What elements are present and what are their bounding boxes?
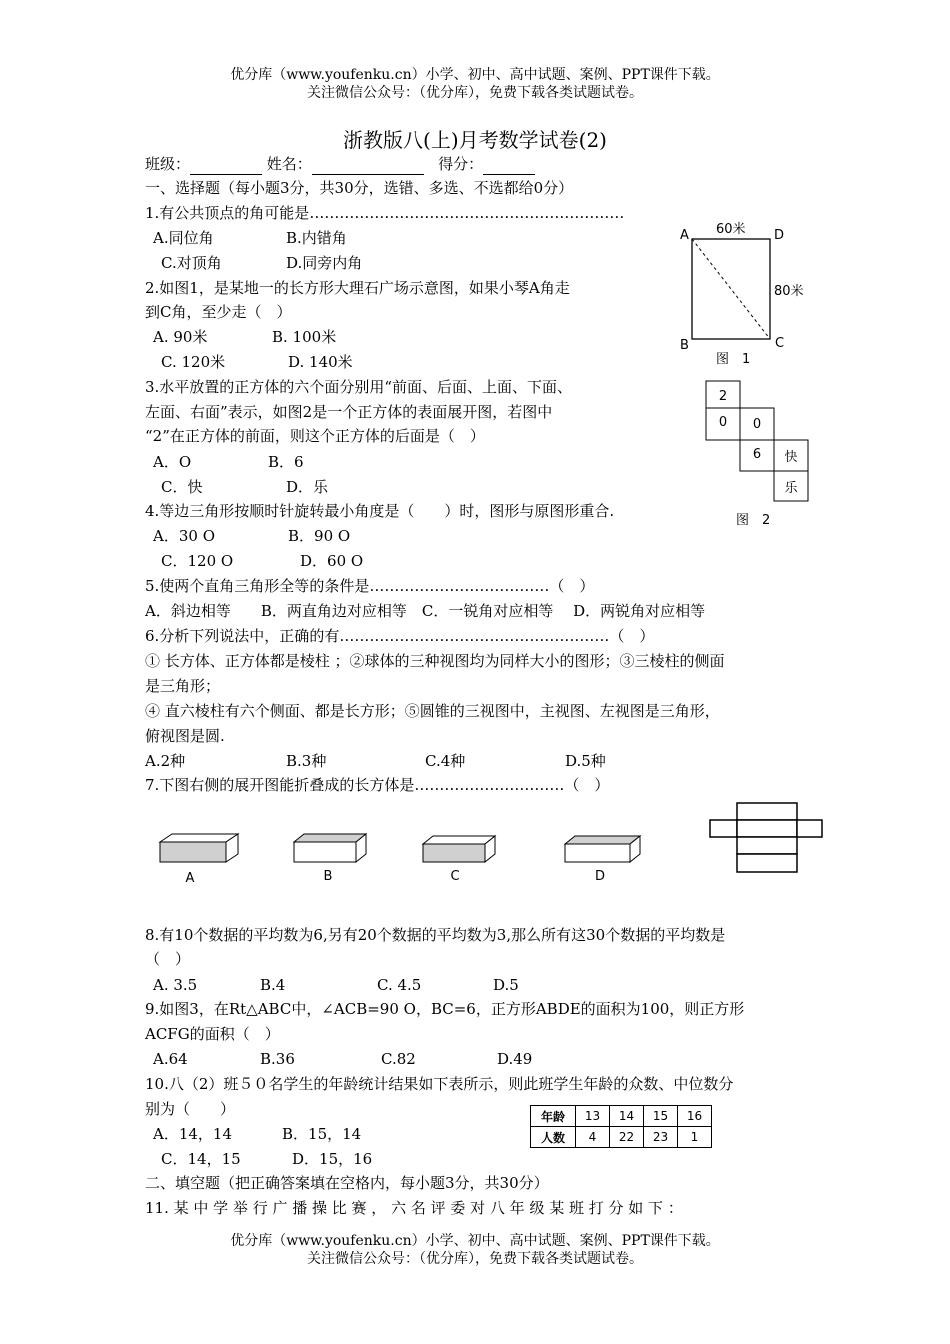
count-header: 人数 (531, 1127, 576, 1148)
box-label-c: C (450, 869, 460, 884)
vertex-b-label: B (680, 338, 689, 353)
net-cell-0b: 0 (752, 417, 762, 432)
q9-option-d: D.49 (497, 1050, 533, 1068)
q1-option-a: A.同位角 (153, 229, 214, 247)
side-right-label: 80米 (774, 284, 804, 299)
section-2-heading: 二、填空题（把正确答案填在空格内，每小题3分，共30分） (145, 1174, 549, 1192)
q1-option-c: C.对顶角 (161, 254, 222, 272)
q10-option-d: D．15，16 (292, 1150, 373, 1168)
q2-text-2: 到C角，至少走（ ） (145, 303, 292, 321)
q6-statement-1: ① 长方体、正方体都是棱柱 ；②球体的三种视图均为同样大小的图形；③三棱柱的侧面 (145, 652, 725, 670)
header-line-1: 优分库（www.youfenku.cn）小学、初中、高中试题、案例、PPT课件下载。 (230, 67, 720, 83)
q3-text-1: 3.水平放置的正方体的六个面分别用“前面、后面、上面、下面、 (145, 378, 572, 396)
q4-option-a: A．30 O (153, 527, 215, 545)
box-label-b: B (323, 869, 333, 884)
vertex-a-label: A (680, 228, 689, 243)
q6-statement-2-cont: 俯视图是圆. (145, 727, 225, 745)
vertex-d-label: D (774, 228, 785, 243)
q2-option-b: B. 100米 (272, 328, 337, 346)
q8-option-a: A. 3.5 (153, 976, 198, 994)
student-info (145, 154, 535, 175)
age-cell: 13 (576, 1106, 610, 1127)
net-cell-0a: 0 (718, 415, 728, 430)
q11-text: 11. 某 中 学 举 行 广 播 操 比 赛 ， 六 名 评 委 对 八 年 级 某 班 打 分 如 下 ： (145, 1199, 683, 1217)
figure-2-cube-net (700, 378, 820, 532)
q8-option-d: D.5 (493, 976, 519, 994)
header-line-2: 关注微信公众号：（优分库），免费下载各类试题试卷。 (307, 85, 643, 101)
q1-text: 1.有公共顶点的角可能是……………………………………………………… (145, 204, 625, 222)
age-cell: 14 (610, 1106, 644, 1127)
q2-option-c: C. 120米 (161, 353, 226, 371)
q10-option-c: C．14，15 (161, 1150, 241, 1168)
q3-option-d: D．乐 (286, 478, 329, 496)
vertex-c-label: C (775, 336, 785, 351)
q4-option-b: B．90 O (288, 527, 351, 545)
side-top-label: 60米 (716, 222, 746, 237)
q4-text: 4.等边三角形按顺时针旋转最小角度是（ ）时，图形与原图形重合. (145, 502, 615, 520)
q6-text: 6.分析下列说法中，正确的有………………………………………………（ ） (145, 627, 655, 645)
q6-option-c: C.4种 (425, 752, 466, 770)
q3-option-b: B．6 (268, 453, 304, 471)
box-option-d (565, 836, 640, 862)
q6-statement-2: ④ 直六棱柱有六个侧面、都是长方形；⑤圆锥的三视图中，主视图、左视图是三角形， (145, 702, 720, 720)
q6-statement-1-cont: 是三角形； (145, 677, 221, 695)
age-header: 年龄 (531, 1106, 576, 1127)
net-cell-2: 2 (718, 389, 728, 404)
q2-option-a: A. 90米 (153, 328, 208, 346)
net-cell-kuai: 快 (784, 450, 798, 465)
q4-option-c: C．120 O (161, 552, 234, 570)
q3-option-c: C．快 (161, 478, 203, 496)
age-cell: 15 (644, 1106, 678, 1127)
q6-option-a: A.2种 (145, 752, 186, 770)
figure-1-caption: 图 1 (716, 352, 751, 367)
count-cell: 1 (678, 1127, 712, 1148)
q6-option-b: B.3种 (286, 752, 327, 770)
q9-text-1: 9.如图3，在Rt△ABC中，∠ACB=90 O，BC=6，正方形ABDE的面积为100，则正方形 (145, 1000, 745, 1018)
name-label: 姓名： (266, 155, 312, 173)
q1-option-d: D.同旁内角 (286, 254, 363, 272)
box-option-c (423, 836, 495, 862)
box-option-b (294, 834, 366, 862)
q2-text-1: 2.如图1，是某地一的长方形大理石广场示意图，如果小琴A角走 (145, 279, 570, 297)
box-option-a (160, 834, 238, 862)
count-cell: 22 (610, 1127, 644, 1148)
q5-options: A．斜边相等 B．两直角边对应相等 C．一锐角对应相等 D．两锐角对应相等 (145, 602, 706, 620)
footer-line-1: 优分库（www.youfenku.cn）小学、初中、高中试题、案例、PPT课件下载。 (230, 1233, 720, 1249)
q7-text: 7.下图右侧的展开图能折叠成的长方体是…………………………（ ） (145, 776, 610, 794)
table-row (531, 1106, 712, 1127)
footer-line-2: 关注微信公众号：（优分库），免费下载各类试题试卷。 (307, 1251, 643, 1267)
box-label-a: A (185, 871, 195, 886)
q3-text-2: 左面、右面”表示，如图2是一个正方体的表面展开图，若图中 (145, 403, 553, 421)
count-cell: 23 (644, 1127, 678, 1148)
q9-option-c: C.82 (381, 1050, 416, 1068)
q8-text-1: 8.有10个数据的平均数为6,另有20个数据的平均数为3,那么所有这30个数据的平均数是 (145, 926, 726, 944)
age-table (530, 1105, 712, 1148)
q7-net-figure (705, 800, 827, 878)
page-title: 浙教版八(上)月考数学试卷(2) (343, 128, 607, 152)
net-cell-le: 乐 (784, 481, 798, 496)
q10-text-1: 10.八（2）班５０名学生的年龄统计结果如下表所示，则此班学生年龄的众数、中位数分 (145, 1075, 734, 1093)
box-label-d: D (594, 869, 606, 884)
q10-text-2: 别为（ ） (145, 1100, 236, 1118)
class-label: 班级： (145, 155, 191, 173)
q1-option-b: B.内错角 (286, 229, 347, 247)
count-cell: 4 (576, 1127, 610, 1148)
q3-text-3: “2”在正方体的前面，则这个正方体的后面是（ ） (145, 427, 485, 445)
q9-option-b: B.36 (260, 1050, 295, 1068)
q10-option-a: A．14，14 (153, 1125, 233, 1143)
score-label: 得分： (438, 155, 484, 173)
q8-option-b: B.4 (260, 976, 286, 994)
figure-2-caption: 图 2 (736, 513, 771, 528)
q3-option-a: A．O (153, 453, 192, 471)
q2-option-d: D. 140米 (288, 353, 353, 371)
q8-text-2: （ ） (145, 950, 191, 968)
figure-1-rectangle (672, 215, 812, 367)
section-1-heading: 一、选择题（每小题3分，共30分，选错、多选、不选都给0分） (145, 179, 574, 197)
q5-text: 5.使两个直角三角形全等的条件是………………………………（ ） (145, 577, 595, 595)
net-cell-6: 6 (752, 447, 762, 462)
q4-option-d: D．60 O (300, 552, 364, 570)
q10-option-b: B．15，14 (282, 1125, 362, 1143)
q6-option-d: D.5种 (565, 752, 606, 770)
q8-option-c: C. 4.5 (377, 976, 422, 994)
age-cell: 16 (678, 1106, 712, 1127)
q7-box-options (150, 822, 670, 886)
table-row (531, 1127, 712, 1148)
q9-option-a: A.64 (153, 1050, 188, 1068)
q9-text-2: ACFG的面积（ ） (145, 1025, 280, 1043)
